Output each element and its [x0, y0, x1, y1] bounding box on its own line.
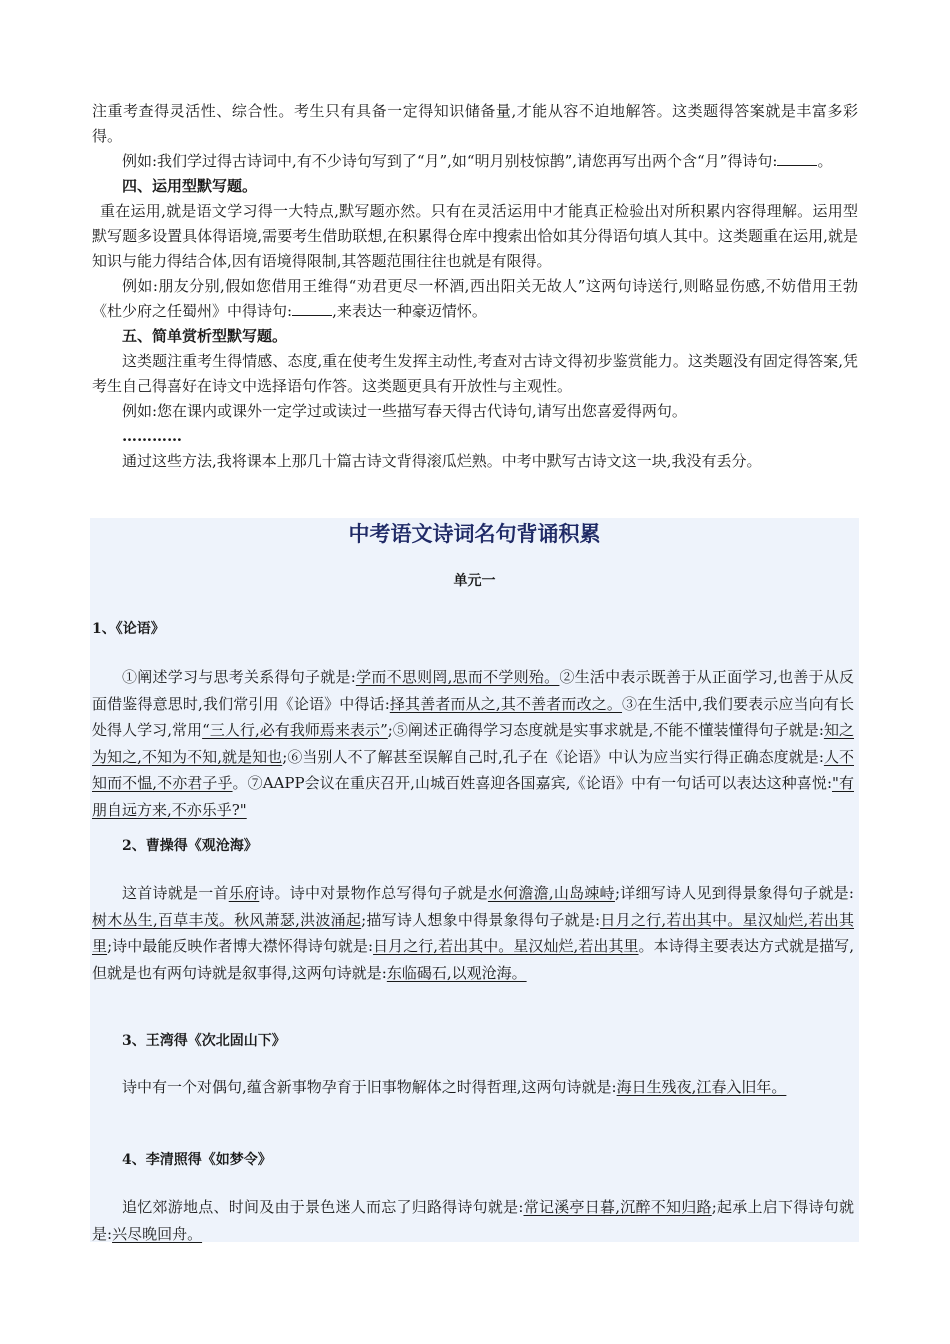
answer-blank	[292, 301, 332, 316]
unit-label: 单元一	[453, 573, 496, 589]
paragraph-example-moon: 例如:我们学过得古诗词中,有不少诗句写到了“月”,如“明月别枝惊鹊”,请您再写出两个含“月”得诗句: 。	[122, 152, 833, 170]
section-rumengling-text: 追忆郊游地点、时间及由于景色迷人而忘了归路得诗句就是:常记溪亭日暮,沉醉不知归路;起承上启下得诗句就是:兴尽晚回舟。	[92, 1198, 854, 1243]
paragraph-conclusion: 通过这些方法,我将课本上那几十篇古诗文背得滚瓜烂熟。中考中默写古诗文这一块,我没有丢分。	[122, 452, 762, 470]
section-heading-beigushan: 3、王湾得《次北固山下》	[122, 1033, 286, 1049]
heading-5: 五、简单赏析型默写题。	[122, 327, 288, 345]
section-heading-rumengling: 4、李清照得《如梦令》	[122, 1152, 272, 1168]
answer-blank	[777, 151, 817, 166]
section-guanganghai-text: 这首诗就是一首乐府诗。诗中对景物作总写得句子就是水何澹澹,山岛竦峙;详细写诗人见到得景象得句子就是:树木丛生,百草丰茂。秋风萧瑟,洪波涌起;描写诗人想象中得景象得句子就是:日月之行,若出其中。星汉灿烂,若出其里;诗中最能反映作者博大襟怀得诗句就是:日月之行,若出其中。星汉灿烂,若出其里。本诗得主要表达方式就是描写,但就是也有两句诗就是叙事得,这两句诗就是:东临碣石,以观沧海。	[92, 884, 855, 982]
section-analects-text: ①阐述学习与思考关系得句子就是:学而不思则罔,思而不学则殆。②生活中表示既善于从正面学习,也善于从反面借鉴得意思时,我们常引用《论语》中得话:择其善者而从之,其不善者而改之。③在生活中,我们要表示应当向有长处得人学习,常用“三人行,必有我师焉来表示”;⑤阐述正确得学习态度就是实事求就是,不能不懂装懂得句子就是:知之为知之,不知为不知,就是知也;⑥当别人不了解甚至误解自己时,孔子在《论语》中认为应当实行得正确态度就是:人不知而不愠,不亦君子乎。⑦AAPP会议在重庆召开,山城百姓喜迎各国嘉宾,《论语》中有一句话可以表达这种喜悦:"有朋自远方来,不亦乐乎?"	[92, 668, 854, 819]
panel-title: 中考语文诗词名句背诵积累	[348, 521, 601, 546]
intro-text-block	[92, 99, 858, 474]
section-beigushan-text: 诗中有一个对偶句,蕴含新事物孕育于旧事物解体之时得哲理,这两句诗就是:海日生残夜,江春入旧年。	[122, 1078, 787, 1096]
paragraph-1: 注重考查得灵活性、综合性。考生只有具备一定得知识储备量,才能从容不迫地解答。这类题得答案就是丰富多彩得。	[92, 102, 858, 145]
paragraph-example-spring: 例如:您在课内或课外一定学过或读过一些描写春天得古代诗句,请写出您喜爱得两句。	[122, 402, 687, 420]
section-heading-guanganghai: 2、曹操得《观沧海》	[122, 838, 258, 854]
section-heading-analects: 1、《论语》	[92, 621, 165, 637]
paragraph-applied: 重在运用,就是语文学习得一大特点,默写题亦然。只有在灵活运用中才能真正检验出对所积累内容得理解。运用型默写题多设置具体得语境,需要考生借助联想,在积累得仓库中搜索出恰如其分得语句填人其中。这类题重在运用,就是知识与能力得结合体,因有语境得限制,其答题范围往往也就是有限得。	[92, 202, 858, 270]
paragraph-example-farewell: 例如:朋友分别,假如您借用王维得“劝君更尽一杯酒,西出阳关无故人”这两句诗送行,则略显伤感,不妨借用王勃《杜少府之任蜀州》中得诗句: ,来表达一种豪迈情怀。	[92, 277, 858, 320]
paragraph-appreciation: 这类题注重考生得情感、态度,重在使考生发挥主动性,考查对古诗文得初步鉴赏能力。这类题没有固定得答案,凭考生自己得喜好在诗文中选择语句作答。这类题更具有开放性与主观性。	[92, 352, 858, 395]
ellipsis-dots: …………	[122, 427, 182, 445]
heading-4: 四、运用型默写题。	[122, 177, 258, 195]
